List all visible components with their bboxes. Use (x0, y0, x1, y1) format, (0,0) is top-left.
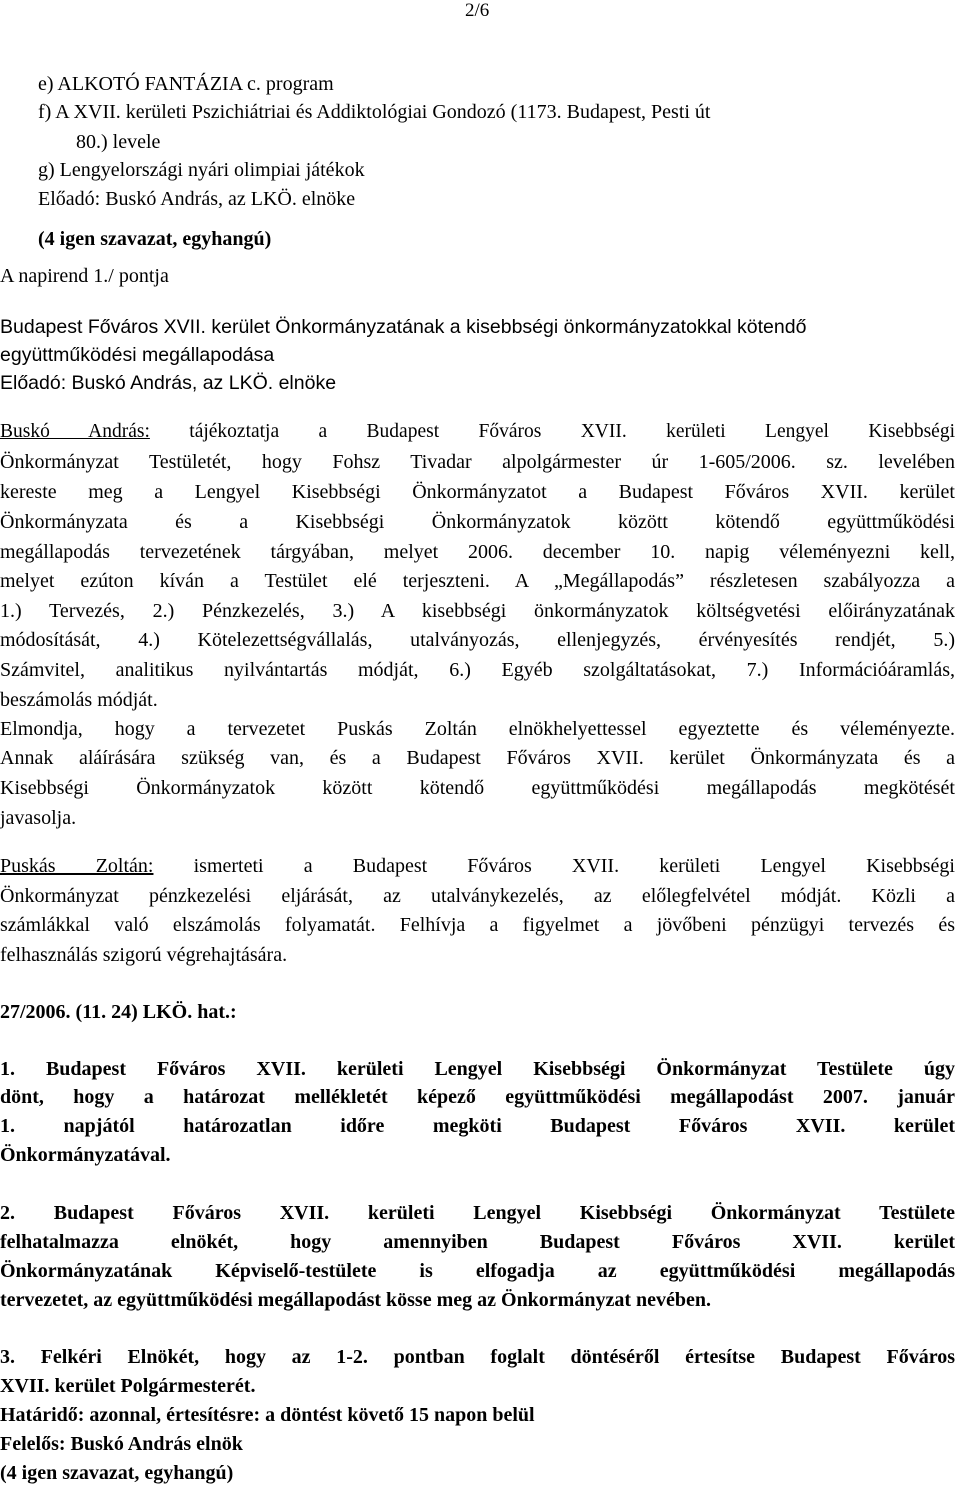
vote-result: (4 igen szavazat, egyhangú) (38, 228, 272, 250)
speaker-name: Buskó András: (0, 421, 150, 442)
deadline: Határidő: azonnal, értesítésre: a döntést követő 15 napon belül (0, 1404, 535, 1426)
resolution-line: tervezetet, az együttműködési megállapodást kösse meg az Önkormányzat nevében. (0, 1289, 712, 1311)
paragraph-line: Annak aláírására szükség van, és a Budapest Főváros XVII. kerület Önkormányzata és a (0, 747, 955, 769)
paragraph-line: módosítását, 4.) Kötelezettségvállalás, utalványozás, ellenjegyzés, érvényesítés rendjét, 5.) (0, 629, 955, 651)
presenter-line: Előadó: Buskó András, az LKÖ. elnöke (38, 188, 356, 210)
list-item: g) Lengyelországi nyári olimpiai játékok (38, 159, 365, 181)
paragraph-line: Számvitel, analitikus nyilvántartás módját, 6.) Egyéb szolgáltatásokat, 7.) Információáramlás, (0, 659, 955, 681)
paragraph-line (0, 856, 955, 876)
list-item: f) A XVII. kerületi Pszichiátriai és Addiktológiai Gondozó (1173. Budapest, Pesti út (38, 101, 711, 123)
paragraph-line: Kisebbségi Önkormányzatok között kötendő együttműködési megállapodás megkötését (0, 777, 955, 799)
agenda-item: A napirend 1./ pontja (0, 265, 169, 287)
paragraph-line: melyet ezúton kíván a Testület elé terjeszteni. A „Megállapodás” részletesen szabályozza a (0, 570, 955, 592)
paragraph-line: számlákkal való elszámolás folyamatát. Felhívja a figyelmet a jövőbeni pénzügyi tervezés és (0, 914, 955, 936)
paragraph-line: Önkormányzat Testületét, hogy Fohsz Tivadar alpolgármester úr 1-605/2006. sz. levelében (0, 451, 955, 473)
agenda-presenter: Előadó: Buskó András, az LKÖ. elnöke (0, 372, 337, 394)
responsible-person: Felelős: Buskó András elnök (0, 1433, 243, 1455)
resolution-line: dönt, hogy a határozat mellékletét képező együttműködési megállapodást 2007. január (0, 1086, 955, 1108)
paragraph-line: beszámolás módját. (0, 689, 158, 711)
paragraph-line: 1.) Tervezés, 2.) Pénzkezelés, 3.) A kisebbségi önkormányzatok költségvetési előirányzatának (0, 600, 955, 622)
paragraph-line: Önkormányzata és a Kisebbségi Önkormányzatok között kötendő együttműködési (0, 511, 955, 533)
list-item: 80.) levele (76, 131, 161, 153)
paragraph-line: Elmondja, hogy a tervezetet Puskás Zoltán elnökhelyettessel egyeztette és véleményezte. (0, 718, 955, 740)
resolution-line: 1. Budapest Főváros XVII. kerületi Lengyel Kisebbségi Önkormányzat Testülete úgy (0, 1058, 955, 1080)
agenda-title-line: Budapest Főváros XVII. kerület Önkormányzatának a kisebbségi önkormányzatokkal kötendő (0, 316, 807, 338)
list-item: e) ALKOTÓ FANTÁZIA c. program (38, 73, 334, 95)
resolution-line: Önkormányzatának Képviselő-testülete is elfogadja az együttműködési megállapodás (0, 1260, 955, 1282)
paragraph-line: megállapodás tervezetének tárgyában, melyet 2006. december 10. napig véleményezni kell, (0, 541, 955, 563)
paragraph-line: javasolja. (0, 807, 77, 829)
paragraph-line: kereste meg a Lengyel Kisebbségi Önkormányzatot a Budapest Főváros XVII. kerület (0, 481, 955, 503)
resolution-line: felhatalmazza elnökét, hogy amennyiben Budapest Főváros XVII. kerület (0, 1231, 955, 1253)
paragraph-line: Önkormányzat pénzkezelési eljárását, az utalványkezelés, az előlegfelvétel módját. Közli a (0, 885, 955, 907)
resolution-line: XVII. kerület Polgármesterét. (0, 1375, 256, 1397)
paragraph-text: tájékoztatja a Budapest Főváros XVII. kerületi Lengyel Kisebbségi (149, 421, 955, 442)
resolution-line: 1. napjától határozatlan időre megköti Budapest Főváros XVII. kerület (0, 1115, 955, 1137)
resolution-line: 2. Budapest Főváros XVII. kerületi Lengyel Kisebbségi Önkormányzat Testülete (0, 1202, 955, 1224)
agenda-title-line: együttműködési megállapodása (0, 344, 275, 366)
paragraph-line (0, 422, 955, 442)
resolution-line: Önkormányzatával. (0, 1144, 171, 1166)
page-number: 2/6 (465, 0, 490, 21)
vote-result: (4 igen szavazat, egyhangú) (0, 1462, 234, 1484)
paragraph-text: ismerteti a Budapest Főváros XVII. kerületi Lengyel Kisebbségi (153, 855, 955, 877)
paragraph-line: felhasználás szigorú végrehajtására. (0, 944, 288, 966)
speaker-name: Puskás Zoltán: (0, 855, 154, 877)
resolution-id: 27/2006. (11. 24) LKÖ. hat.: (0, 1001, 237, 1023)
resolution-line: 3. Felkéri Elnökét, hogy az 1-2. pontban foglalt döntéséről értesítse Budapest Főváros (0, 1346, 955, 1368)
